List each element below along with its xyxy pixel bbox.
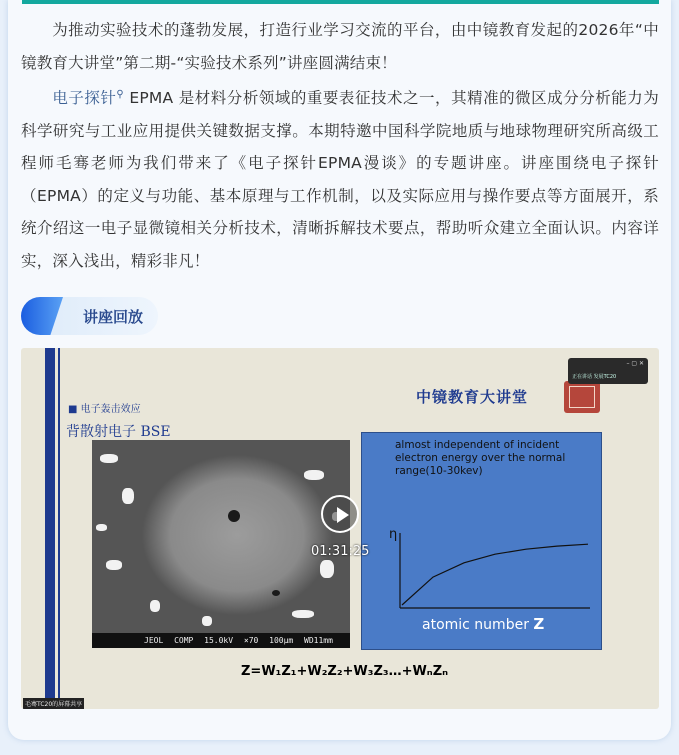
slide-formula: Z=W₁Z₁+W₂Z₂+W₃Z₃…+WₙZₙ (241, 664, 449, 679)
seal-logo (564, 381, 600, 413)
body-text: EPMA 是材料分析领域的重要表征技术之一，其精准的微区成分分析能力为科学研究与工业应用提供关键数据支撑。本期特邀中国科学院地质与地球物理研究所高级工程师毛骞老师为我们带来了《电子探针EPMA漫谈》的专题讲座。讲座围绕电子探针（EPMA）的定义与功能、基本原理与工作机制，以及实际应用与操作要点等方面展开，系统介绍这一电子显微镜相关分析技术，清晰拆解技术要点，帮助听众建立全面认识。内容详实，深入浅出，精彩非凡！ (21, 89, 659, 270)
top-accent-bar (22, 0, 659, 4)
chart-x-label-text: atomic number (422, 617, 534, 633)
intro-text: 为推动实验技术的蓬勃发展，打造行业学习交流的平台，由中镜教育发起的2026年“中镜教育大讲堂”第二期-“实验技术系列”讲座圆满结束！ (21, 21, 659, 72)
slide-brand: 中镜教育大讲堂 (416, 388, 529, 406)
chart-x-label (422, 615, 544, 633)
epma-link[interactable] (52, 89, 124, 107)
slide-left-bar (45, 348, 55, 709)
video-player[interactable] (21, 348, 659, 709)
chart-x-label-bold: Z (533, 615, 545, 633)
window-controls-icon: – ▢ ✕ (626, 360, 644, 367)
slide-chart-note: almost independent of incident electron energy over the normal range(10-30kev) (395, 439, 566, 477)
mini-window-row: 正在讲话 发展TC20 (572, 374, 617, 380)
sem-caption: JEOL COMP 15.0kV ×70 100μm WD11mm (92, 633, 350, 648)
play-icon[interactable] (321, 495, 359, 533)
video-timecode: 01:31:25 (311, 544, 370, 559)
section-title: 讲座回放 (83, 308, 144, 326)
intro-paragraph (21, 14, 659, 79)
mini-call-window (568, 358, 648, 384)
slide-chart-box (361, 432, 602, 650)
section-header-pill (21, 297, 158, 335)
slide-bullet: ■ 电子轰击效应 (68, 404, 141, 415)
body-paragraph (21, 79, 659, 277)
chart-y-label: η (389, 527, 398, 542)
slide-left-line (58, 348, 60, 709)
slide-subtitle: 背散射电子 BSE (66, 424, 171, 440)
epma-link-label: 电子探针 (52, 89, 117, 108)
chart-series-line (402, 544, 588, 605)
pill-accent (21, 297, 63, 335)
screen-share-watermark: 毛骞TC20的屏幕共享 (23, 698, 84, 709)
search-icon: ⚲ (116, 89, 124, 100)
